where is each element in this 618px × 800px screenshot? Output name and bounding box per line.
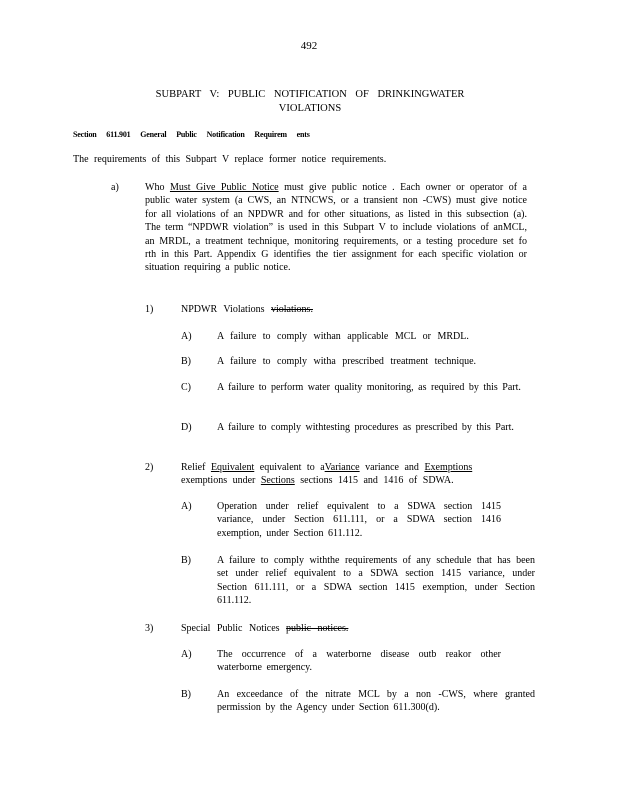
item-2-text [181, 461, 516, 488]
item-1-B-text: A failure to comply witha prescribed treatment technique. [217, 356, 477, 367]
item-2-u-equivalent: Equivalent [210, 462, 255, 473]
subsection-a-text [145, 181, 527, 275]
item-1-D-label: D) [181, 422, 192, 433]
item-1-label: 1) [145, 304, 154, 315]
page-number: 492 [300, 40, 318, 52]
subsection-a-pre: Who [145, 182, 170, 193]
item-2-u-variance: Variance [324, 462, 360, 473]
subpart-title [120, 88, 500, 115]
item-1-D-text: A failure to comply withtesting procedures as prescribed by this Part. [217, 422, 514, 433]
subsection-a-label: a) [111, 182, 119, 193]
item-1-B-label: B) [181, 356, 191, 367]
item-2-B-text: A failure to comply withthe requirements of any schedule that has been set under relief equivalent to a SDWA section 1415 variance, under Section 611.111, or a SDWA section 1415 exemption, under Section 611.112. [217, 555, 535, 607]
item-1-struck: violations. [271, 304, 313, 315]
item-3-text [181, 622, 521, 635]
item-2-t1: Relief [181, 462, 211, 473]
section-heading: Section 611.901 General Public Notification Requirem ents [73, 130, 310, 139]
item-2-t5: sections 1415 and 1416 of SDWA. [294, 475, 454, 487]
item-3-A-text: The occurrence of a waterborne disease outb reakor other waterborne emergency. [217, 649, 501, 674]
item-1-A-text: A failure to comply withan applicable MCL or MRDL. [217, 331, 469, 342]
item-2-label: 2) [145, 462, 154, 473]
item-3-A-label: A) [181, 649, 192, 660]
item-2-u-exemptions: Exemptions [424, 462, 473, 473]
item-2-A-label: A) [181, 501, 192, 512]
item-3-struck: public notices. [286, 623, 349, 634]
subsection-a-post: must give public notice . Each owner or operator of a public water system (a CWS, an NTNCWS, or a transient non -CWS) must give notice for all violations of an NPDWR and for other situations, as listed in this subsection (a). The term “NPDWR violation” is used in this Subpart V to include violations of anMCL, an MRDL, a treatment technique, monitoring requirements, or a testing procedure set fo rth in this Part. Appendix G identifies the tier assignment for each specific violation or situation requiring a public notice. [145, 182, 527, 274]
subsection-a-underlined: Must Give Public Notice [169, 182, 279, 193]
title-line-2: VIOLATIONS [278, 102, 342, 114]
item-2-t4: exemptions under [181, 475, 261, 487]
item-3-heading: Special Public Notices [181, 623, 287, 634]
item-1-C-text: A failure to perform water quality monitoring, as required by this Part. [217, 382, 521, 393]
item-1-text [181, 303, 521, 316]
item-1-A-label: A) [181, 331, 192, 342]
item-2-B-label: B) [181, 555, 191, 566]
item-2-u-sections: Sections [260, 475, 295, 487]
item-1-heading: NPDWR Violations [181, 304, 271, 315]
item-3-B-label: B) [181, 689, 191, 700]
item-1-C-label: C) [181, 382, 191, 393]
item-3-label: 3) [145, 623, 154, 634]
item-3-B-text: An exceedance of the nitrate MCL by a non -CWS, where granted permission by the Agency under Section 611.300(d). [217, 689, 535, 714]
intro-paragraph: The requirements of this Subpart V replace former notice requirements. [73, 154, 387, 165]
item-2-A-text: Operation under relief equivalent to a SDWA section 1415 variance, under Section 611.111, or a SDWA section 1416 exemption, under Section 611.112. [217, 501, 501, 539]
item-2-t2: equivalent to a [254, 462, 325, 473]
title-line-1: SUBPART V: PUBLIC NOTIFICATION OF DRINKINGWATER [155, 89, 465, 100]
item-2-t3: variance and [359, 462, 425, 473]
